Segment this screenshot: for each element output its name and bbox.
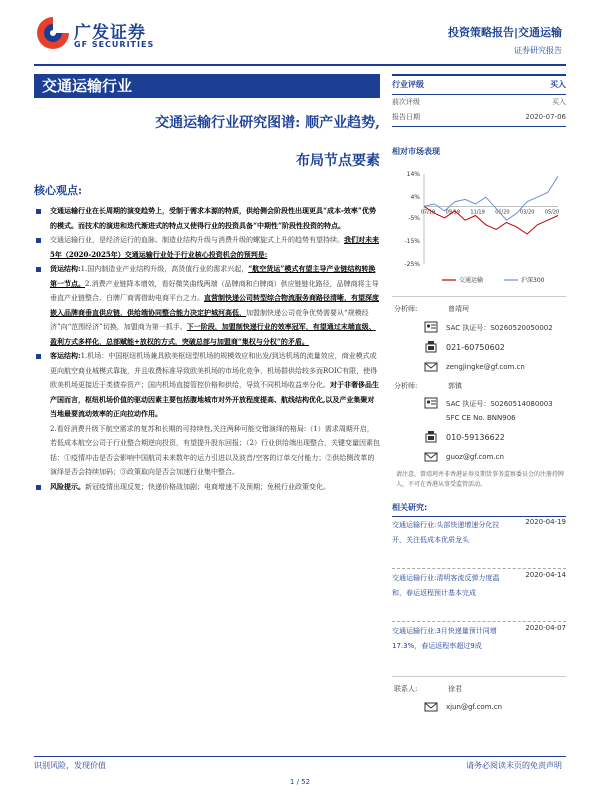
prev-rating-row	[392, 95, 566, 109]
report-body	[34, 204, 380, 494]
report-date-row	[392, 110, 566, 127]
title-line1: 交通运输行业研究图谱: 顺产业趋势,	[155, 115, 380, 131]
y-tick-label: -5%	[408, 214, 420, 222]
footer-rule	[34, 756, 566, 757]
para-4: 客运结构:1.机场：中国枢纽机场兼具欧美枢纽型机场的规模效应和出发/到达机场的流量效应，商业模式或更向航空商业城模式靠拢，并且收费标准导致欧美机场的市场化竞争，机场群供给较多而ROIC有限，使得欧美机场更接近于类债券资产；国内机场直接管控价格和供给，导致不同机场收益率分化。对于非奢侈品生产国而言，枢纽机场价值的驱动因素主要包括腹地城市对外开放程度提高、航线结构优化,以及产业集聚对当地最要流动效率的正向拉动作用。	[34, 349, 380, 422]
industry-banner: 交通运输行业	[34, 74, 380, 98]
para-5: 2.看好消费升级下航空需求的复苏和长期的可持续性,关注两种可能交错演绎的格局:（1）需求周期开启，若低成本航空公司于行业整合期逆向投资，有望提升股东回报；（2）行业供给端出现整合，关键变量因素包括：①疫情冲击是否会影响中国航司未来数年的运力引进以及波音/空客的订单交付能力；②供给侧改革的演绎是否会持续加码；③政策取向是否会加速行业集中整合。	[50, 424, 380, 476]
relative-performance-chart	[392, 168, 566, 288]
prev-rating-value: 买入	[552, 98, 566, 106]
legend-label: 沪深300	[521, 277, 545, 284]
footer-disclaimer: 请务必阅读末页的免责声明	[466, 761, 562, 770]
related-item-text[interactable]: 交通运输行业:3月快递量预计同增17.3%，春运返程率超过9成	[392, 627, 497, 650]
related-item-text[interactable]: 交通运输行业:清明客流反弹力度温和，春运返程预计基本完成	[392, 574, 500, 597]
id-card-icon	[424, 396, 438, 410]
rating-value: 买入	[550, 80, 566, 89]
report-sub: 证券研究报告	[514, 46, 562, 55]
phone-icon	[424, 430, 438, 444]
header-rule	[34, 64, 566, 66]
para-2: 交通运输行业，是经济运行的血脉。制造业结构升级与消费升级的螺旋式上升的趋势有望持续。我们对未来5年（2020-2025年）交通运输行业处于行业核心投资机会的预判是:	[34, 233, 380, 262]
related-item-date: 2020-04-19	[525, 518, 566, 526]
related-item[interactable]	[392, 624, 566, 674]
core-label: 核心观点:	[34, 184, 83, 197]
analyst-2-role: 分析师:	[394, 382, 418, 390]
footer-slogan: 识别风险，发现价值	[34, 761, 106, 770]
phone-icon	[424, 340, 438, 354]
rating-header	[392, 74, 566, 95]
x-tick-label: 05/20	[544, 209, 560, 216]
x-tick-label: 09/19	[445, 209, 461, 216]
disclaimer-note: 请注意，曾靖珂并非香港证券及期货事务监察委员会的注册持牌人，不可在香港从事受监管活动。	[396, 471, 565, 488]
series-line	[424, 176, 558, 220]
related-item-date: 2020-04-07	[525, 624, 566, 632]
analyst-2-phone: 010-59136622	[446, 433, 505, 442]
analyst-1-phone: 021-60750602	[446, 343, 505, 352]
report-date-label: 报告日期	[392, 113, 420, 121]
email-icon	[424, 450, 438, 464]
rating-label: 行业评级	[392, 80, 424, 89]
analyst-2-name: 郭镇	[448, 382, 462, 390]
x-tick-label: 07/19	[420, 209, 436, 216]
para-3: 货运结构:1.国内制造业产业结构升级，高货值行业的需求兴起，“航空货运”模式有望主导产业链结构转换第一节点。2.消费产业链降本增效，看好微笑曲线两端（品牌商和白牌商）供应链链化路径，品牌商将主导垂直产业链整合、白牌厂商需借助电商平台之力。直营制快递公司转型综合物流服务商路径清晰，有望深度嵌入品牌商垂直供应链，供给端协同整合能力决定护城河高低，加盟制快递公司竞争优势需要从“规模经济”向“范围经济”切换，加盟商为第一抓手。下一阶段，加盟制快递行业的效率冠军，有望通过末端直级、盈利方式多样化，总部赋能+放权的方式，突破总部与加盟商“集权与分权”的矛盾。	[34, 262, 380, 349]
email-icon	[424, 360, 438, 374]
related-item[interactable]	[392, 518, 566, 568]
page-number: 1 / 52	[289, 778, 311, 786]
related-item-text[interactable]: 交通运输行业:头部快递增速分化拉开，关注低成本优质龙头	[392, 521, 500, 544]
logo-en: GF SECURITIES	[74, 40, 155, 49]
legend-label: 交通运输	[459, 277, 484, 284]
related-header: 相关研究:	[392, 500, 566, 517]
id-card-icon	[424, 320, 438, 334]
chart-title: 相对市场表现	[392, 147, 440, 156]
prev-rating-label: 前次评级	[392, 98, 420, 106]
x-tick-label: 03/20	[519, 209, 535, 216]
email-icon	[424, 700, 438, 714]
analyst-1-name: 曾靖珂	[448, 305, 469, 313]
logo-cn: 广发证券	[74, 23, 146, 43]
analyst-1-role: 分析师:	[394, 305, 418, 313]
contact-email: xjun@gf.com.cn	[446, 703, 503, 711]
analyst-1-sac: SAC 执证号：S0260520050002	[446, 324, 553, 332]
related-item[interactable]	[392, 571, 566, 621]
y-tick-label: 4%	[410, 194, 420, 202]
contact-role: 联系人:	[394, 685, 418, 693]
x-tick-label: 01/20	[495, 209, 510, 216]
contact-name: 徐君	[448, 685, 462, 693]
y-tick-label: 14%	[406, 171, 420, 178]
related-item-date: 2020-04-14	[525, 571, 566, 579]
report-type: 投资策略报告|交通运输	[447, 26, 562, 39]
related-list	[392, 518, 566, 674]
analyst-2-sac: SAC 执证号：S0260514080003	[446, 400, 553, 408]
y-tick-label: -25%	[404, 261, 420, 268]
analyst-2-email: guoz@gf.com.cn	[446, 453, 504, 461]
x-tick-label: 11/19	[470, 209, 485, 216]
title-line2: 布局节点要素	[296, 153, 380, 169]
analyst-2-sfc: SFC CE No. BNN906	[446, 414, 516, 422]
para-6: 风险提示。新冠疫情出现反复；快递价格战加剧；电商增速不及预期；免税行业政策变化。	[34, 480, 380, 495]
y-tick-label: -15%	[404, 237, 420, 245]
gf-logo-icon	[34, 14, 72, 52]
para-1: 交通运输行业在长周期的演变趋势上，受制于需求本源的特质，供给侧会阶段性出现更具“成本-效率”优势的模式。而技术的演进和迭代渐进式的特点又使得行业的投资具备“中期性”阶段性投资的特点。	[34, 204, 380, 233]
analyst-1-email: zengjingke@gf.com.cn	[446, 363, 525, 371]
report-date-value: 2020-07-06	[525, 113, 566, 121]
